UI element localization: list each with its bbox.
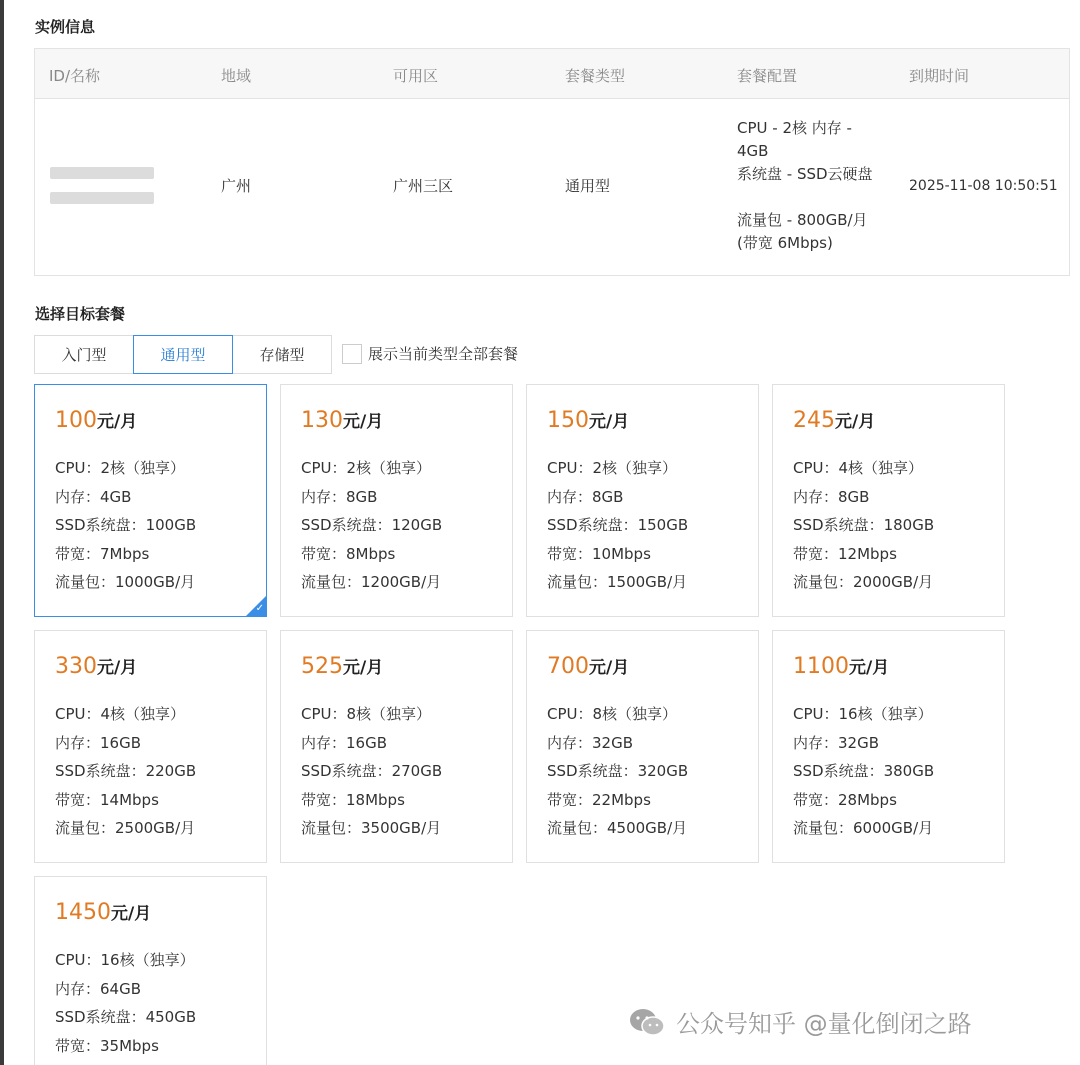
plan-bandwidth: 带宽：7Mbps bbox=[55, 545, 150, 563]
plan-card[interactable] bbox=[772, 384, 1005, 617]
plan-price: 100 bbox=[55, 408, 97, 433]
plan-cpu: CPU：16核（独享） bbox=[55, 951, 195, 969]
col-zone: 可用区 bbox=[393, 67, 439, 85]
plan-bandwidth: 带宽：14Mbps bbox=[55, 791, 159, 809]
plan-card[interactable] bbox=[772, 630, 1005, 863]
plan-card[interactable] bbox=[280, 630, 513, 863]
col-expire: 到期时间 bbox=[909, 67, 970, 85]
plan-card[interactable] bbox=[526, 384, 759, 617]
plan-price: 525 bbox=[301, 654, 343, 679]
plan-card[interactable] bbox=[526, 630, 759, 863]
plan-disk: SSD系统盘：120GB bbox=[301, 516, 443, 534]
plan-traffic: 流量包：1500GB/月 bbox=[547, 573, 688, 591]
instance-package-type: 通用型 bbox=[565, 177, 611, 195]
col-region: 地域 bbox=[221, 67, 252, 85]
instance-config-line3: 系统盘 - SSD云硬盘 bbox=[737, 165, 873, 183]
plan-card[interactable] bbox=[34, 384, 267, 617]
plan-memory: 内存：32GB bbox=[793, 734, 880, 752]
plan-memory: 内存：16GB bbox=[301, 734, 388, 752]
plan-traffic: 流量包：6000GB/月 bbox=[793, 819, 934, 837]
plan-bandwidth: 带宽：22Mbps bbox=[547, 791, 651, 809]
plan-traffic: 流量包：1200GB/月 bbox=[301, 573, 442, 591]
plan-price-unit: 元/月 bbox=[343, 412, 384, 432]
plan-price-unit: 元/月 bbox=[835, 412, 876, 432]
plan-bandwidth: 带宽：28Mbps bbox=[793, 791, 897, 809]
plan-cpu: CPU：8核（独享） bbox=[547, 705, 678, 723]
plan-cpu: CPU：4核（独享） bbox=[793, 459, 924, 477]
plan-price-unit: 元/月 bbox=[97, 412, 138, 432]
plan-traffic: 流量包：1000GB/月 bbox=[55, 573, 196, 591]
instance-expire-time: 2025-11-08 10:50:51 bbox=[909, 178, 1058, 194]
plan-traffic: 流量包：3500GB/月 bbox=[301, 819, 442, 837]
col-package-type: 套餐类型 bbox=[565, 67, 626, 85]
plan-price: 1450 bbox=[55, 900, 111, 925]
instance-name-redacted bbox=[50, 192, 154, 204]
instance-table-header bbox=[35, 49, 1069, 99]
plan-memory: 内存：64GB bbox=[55, 980, 142, 998]
plan-disk: SSD系统盘：270GB bbox=[301, 762, 443, 780]
instance-config-line2: 4GB bbox=[737, 142, 769, 160]
plan-disk: SSD系统盘：320GB bbox=[547, 762, 689, 780]
tab-general[interactable]: 通用型 bbox=[133, 335, 233, 374]
plan-disk: SSD系统盘：450GB bbox=[55, 1008, 197, 1026]
plan-card[interactable] bbox=[34, 876, 267, 1065]
plan-bandwidth: 带宽：18Mbps bbox=[301, 791, 405, 809]
instance-id-redacted bbox=[50, 167, 154, 179]
instance-table-row bbox=[35, 99, 1069, 275]
plan-price-unit: 元/月 bbox=[589, 412, 630, 432]
plan-disk: SSD系统盘：100GB bbox=[55, 516, 197, 534]
col-id-name: ID/名称 bbox=[49, 67, 101, 85]
plan-traffic: 流量包：2000GB/月 bbox=[793, 573, 934, 591]
plan-card[interactable] bbox=[280, 384, 513, 617]
plan-memory: 内存：8GB bbox=[547, 488, 624, 506]
show-all-checkbox[interactable] bbox=[342, 344, 362, 364]
plan-bandwidth: 带宽：35Mbps bbox=[55, 1037, 159, 1055]
show-all-label: 展示当前类型全部套餐 bbox=[368, 345, 519, 363]
plan-bandwidth: 带宽：10Mbps bbox=[547, 545, 651, 563]
plan-price: 330 bbox=[55, 654, 97, 679]
plan-cpu: CPU：4核（独享） bbox=[55, 705, 186, 723]
plan-traffic: 流量包：2500GB/月 bbox=[55, 819, 196, 837]
plan-memory: 内存：4GB bbox=[55, 488, 132, 506]
tab-storage[interactable]: 存储型 bbox=[232, 335, 332, 374]
plan-price-unit: 元/月 bbox=[111, 904, 152, 924]
plan-cpu: CPU：8核（独享） bbox=[301, 705, 432, 723]
instance-config-line4: 流量包 - 800GB/月 bbox=[737, 211, 868, 229]
plan-cpu: CPU：16核（独享） bbox=[793, 705, 933, 723]
watermark bbox=[628, 1004, 972, 1039]
plan-disk: SSD系统盘：220GB bbox=[55, 762, 197, 780]
window-left-edge bbox=[0, 0, 4, 1065]
plan-cpu: CPU：2核（独享） bbox=[301, 459, 432, 477]
plan-price: 130 bbox=[301, 408, 343, 433]
plan-disk: SSD系统盘：150GB bbox=[547, 516, 689, 534]
plan-cpu: CPU：2核（独享） bbox=[55, 459, 186, 477]
show-all-toggle[interactable] bbox=[342, 343, 518, 364]
plan-traffic: 流量包：4500GB/月 bbox=[547, 819, 688, 837]
checkmark-icon: ✓ bbox=[255, 603, 264, 614]
plan-disk: SSD系统盘：380GB bbox=[793, 762, 935, 780]
plan-memory: 内存：8GB bbox=[301, 488, 378, 506]
plan-memory: 内存：8GB bbox=[793, 488, 870, 506]
plan-card[interactable] bbox=[34, 630, 267, 863]
package-type-tabs bbox=[34, 335, 332, 374]
watermark-text: 公众号知乎 @量化倒闭之路 bbox=[676, 1010, 972, 1038]
plan-price: 700 bbox=[547, 654, 589, 679]
col-package-config: 套餐配置 bbox=[737, 67, 798, 85]
instance-config-line5: (带宽 6Mbps) bbox=[737, 234, 833, 252]
instance-zone: 广州三区 bbox=[393, 177, 454, 195]
plan-memory: 内存：32GB bbox=[547, 734, 634, 752]
plan-memory: 内存：16GB bbox=[55, 734, 142, 752]
instance-table bbox=[34, 48, 1070, 276]
plan-price-unit: 元/月 bbox=[343, 658, 384, 678]
plan-disk: SSD系统盘：180GB bbox=[793, 516, 935, 534]
plan-cpu: CPU：2核（独享） bbox=[547, 459, 678, 477]
plan-bandwidth: 带宽：8Mbps bbox=[301, 545, 396, 563]
instance-region: 广州 bbox=[221, 177, 252, 195]
instance-section-title: 实例信息 bbox=[35, 18, 96, 36]
target-section-title: 选择目标套餐 bbox=[35, 305, 126, 323]
wechat-icon bbox=[628, 1007, 666, 1037]
plan-price: 1100 bbox=[793, 654, 849, 679]
plan-price-unit: 元/月 bbox=[849, 658, 890, 678]
plan-price: 245 bbox=[793, 408, 835, 433]
plan-price: 150 bbox=[547, 408, 589, 433]
tab-entry[interactable]: 入门型 bbox=[34, 335, 134, 374]
plan-price-unit: 元/月 bbox=[97, 658, 138, 678]
plan-price-unit: 元/月 bbox=[589, 658, 630, 678]
instance-config-line1: CPU - 2核 内存 - bbox=[737, 119, 852, 137]
plan-bandwidth: 带宽：12Mbps bbox=[793, 545, 897, 563]
